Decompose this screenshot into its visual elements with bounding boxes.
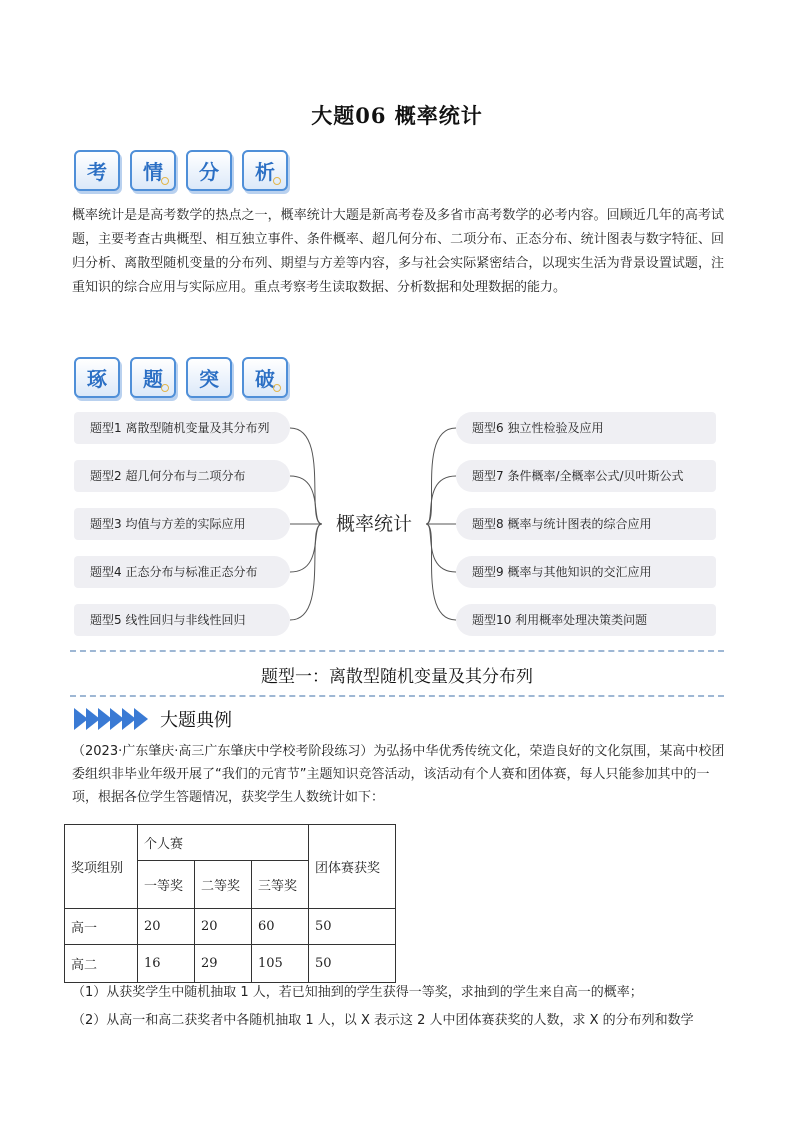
topic-item: 题型3 均值与方差的实际应用: [74, 508, 290, 540]
question-2: （2）从高一和高二获奖者中各随机抽取 1 人，以 X 表示这 2 人中团体赛获奖的人数，求 X 的分布列和数学: [72, 1013, 694, 1028]
tile-char: 破: [242, 357, 288, 398]
tile-char: 情: [130, 150, 176, 191]
topic-item: 题型6 独立性检验及应用: [456, 412, 716, 444]
example-banner: [74, 706, 232, 732]
table-row: [65, 909, 396, 945]
topic-item: 题型8 概率与统计图表的综合应用: [456, 508, 716, 540]
section-header-breakthrough: [74, 357, 288, 397]
topic-item: 题型9 概率与其他知识的交汇应用: [456, 556, 716, 588]
mindmap-center: 概率统计: [322, 508, 426, 540]
header-third-prize: 三等奖: [252, 861, 309, 909]
divider: [70, 695, 724, 697]
table-cell: 29: [195, 945, 252, 983]
table-cell: 105: [252, 945, 309, 983]
topic-item: 题型5 线性回归与非线性回归: [74, 604, 290, 636]
header-second-prize: 二等奖: [195, 861, 252, 909]
table-cell: 60: [252, 909, 309, 945]
topic-item: 题型10 利用概率处理决策类问题: [456, 604, 716, 636]
table-cell: 50: [309, 909, 396, 945]
tile-char: 题: [130, 357, 176, 398]
chevron-icon: [134, 708, 148, 730]
question-1: （1）从获奖学生中随机抽取 1 人，若已知抽到的学生获得一等奖，求抽到的学生来自高一的概率；: [72, 985, 643, 1000]
table-row: [65, 945, 396, 983]
tile-char: 琢: [74, 357, 120, 398]
tile-char: 析: [242, 150, 288, 191]
tile-char: 分: [186, 150, 232, 191]
grade-cell: 高一: [65, 909, 138, 945]
header-first-prize: 一等奖: [138, 861, 195, 909]
table-cell: 20: [195, 909, 252, 945]
table-cell: 50: [309, 945, 396, 983]
banner-label: 大题典例: [160, 710, 232, 731]
topic-item: 题型1 离散型随机变量及其分布列: [74, 412, 290, 444]
section-heading: 题型一：离散型随机变量及其分布列: [261, 667, 533, 687]
divider: [70, 650, 724, 652]
header-group: 奖项组别: [65, 825, 138, 909]
intro-paragraph: 概率统计是是高考数学的热点之一，概率统计大题是新高考卷及多省市高考数学的必考内容。回顾近几年的高考试题，主要考查古典概型、相互独立事件、条件概率、超几何分布、二项分布、正态分布、统计图表与数字特征、回归分析、离散型随机变量的分布列、期望与方差等内容，多与社会实际紧密结合，以现实生活为背景设置试题，注重知识的综合应用与实际应用。重点考察考生读取数据、分析数据和处理数据的能力。: [72, 208, 724, 295]
tile-char: 考: [74, 150, 120, 191]
table-cell: 16: [138, 945, 195, 983]
table-cell: 20: [138, 909, 195, 945]
header-team: 团体赛获奖: [309, 825, 396, 909]
tile-char: 突: [186, 357, 232, 398]
problem-intro: （2023·广东肇庆·高三广东肇庆中学校考阶段练习）为弘扬中华优秀传统文化，荣造良好的文化氛围，某高中校团委组织非毕业年级开展了“我们的元宵节”主题知识竞答活动，该活动有个人赛和团体赛，每人只能参加其中的一项，根据各位学生答题情况，获奖学生人数统计如下：: [72, 744, 725, 805]
topic-item: 题型2 超几何分布与二项分布: [74, 460, 290, 492]
topic-item: 题型7 条件概率/全概率公式/贝叶斯公式: [456, 460, 716, 492]
section-header-analysis: [74, 150, 288, 190]
grade-cell: 高二: [65, 945, 138, 983]
document-title: 大题06 概率统计: [311, 103, 483, 128]
award-table: [64, 824, 396, 983]
header-individual: 个人赛: [138, 825, 309, 861]
topic-item: 题型4 正态分布与标准正态分布: [74, 556, 290, 588]
